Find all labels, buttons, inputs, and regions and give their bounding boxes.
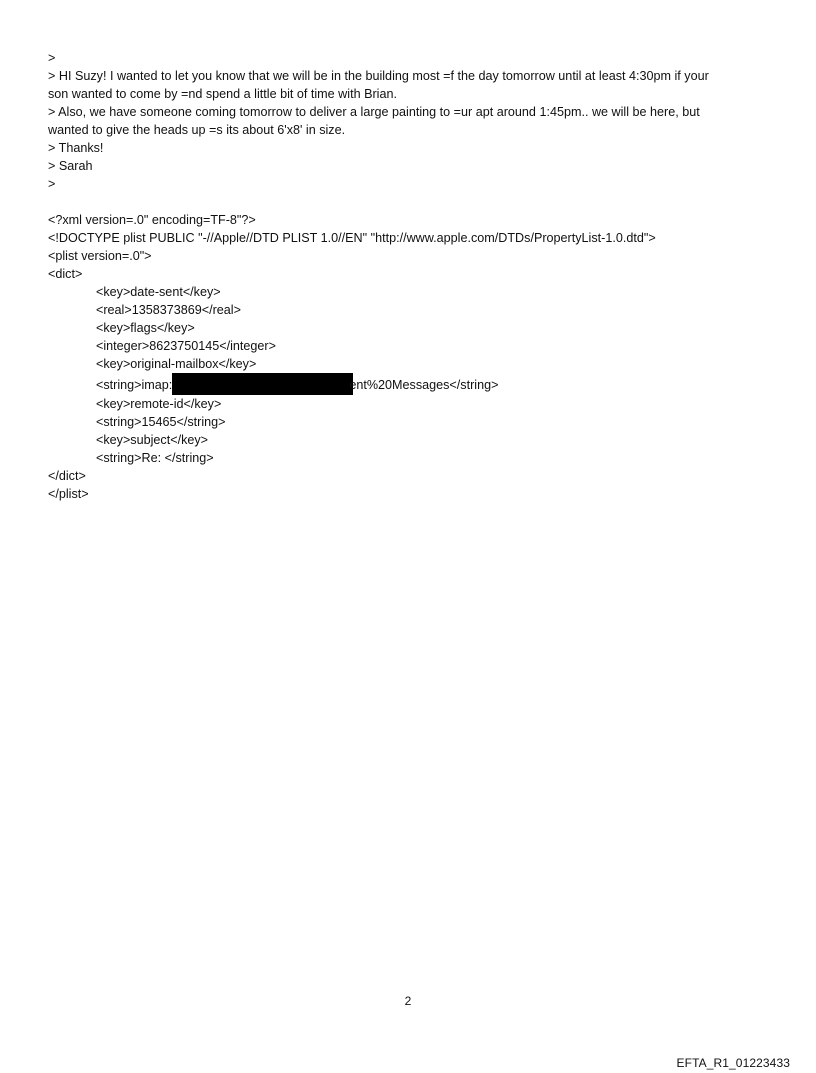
plist-entry: <key>subject</key> xyxy=(96,433,209,447)
doctype-line: <!DOCTYPE plist PUBLIC "-//Apple//DTD PLIST 1.0//EN" "http://www.apple.com/DTDs/PropertyList-1.0.dtd"> xyxy=(48,231,656,245)
dict-close-tag: </dict> xyxy=(48,469,86,483)
spacer xyxy=(48,193,778,211)
mailbox-prefix: <string>imap: xyxy=(96,378,173,392)
mailbox-string-line xyxy=(48,373,778,395)
plist-entry: <key>remote-id</key> xyxy=(96,397,222,411)
redaction-bar xyxy=(172,373,353,395)
plist-close-tag: </plist> xyxy=(48,487,89,501)
email-quote-line: > xyxy=(48,177,56,191)
email-quote-line: > Also, we have someone coming tomorrow to deliver a large painting to =ur apt around 1:45pm.. we will be here, but xyxy=(48,105,700,119)
plist-entry: <string>Re: </string> xyxy=(96,451,214,465)
bates-number: EFTA_R1_01223433 xyxy=(676,1056,790,1070)
xml-declaration: <?xml version=.0" encoding=TF-8"?> xyxy=(48,213,256,227)
email-quote-line: > Sarah xyxy=(48,159,93,173)
mailbox-suffix: ent%20Messages</string> xyxy=(349,378,499,392)
plist-entry: <key>flags</key> xyxy=(96,321,195,335)
email-quote-line: > xyxy=(48,51,56,65)
plist-entry: <key>original-mailbox</key> xyxy=(96,357,257,371)
email-quote-line: son wanted to come by =nd spend a little bit of time with Brian. xyxy=(48,87,397,101)
plist-open-tag: <plist version=.0"> xyxy=(48,249,152,263)
document-body xyxy=(48,49,778,503)
dict-open-tag: <dict> xyxy=(48,267,83,281)
plist-entry: <string>15465</string> xyxy=(96,415,226,429)
page-number: 2 xyxy=(404,994,412,1008)
plist-entry: <integer>8623750145</integer> xyxy=(96,339,276,353)
email-quote-line: > HI Suzy! I wanted to let you know that we will be in the building most =f the day tomorrow until at least 4:30pm if your xyxy=(48,69,709,83)
plist-entry: <key>date-sent</key> xyxy=(96,285,221,299)
plist-entry: <real>1358373869</real> xyxy=(96,303,241,317)
email-quote-line: > Thanks! xyxy=(48,141,104,155)
email-quote-line: wanted to give the heads up =s its about 6'x8' in size. xyxy=(48,123,346,137)
